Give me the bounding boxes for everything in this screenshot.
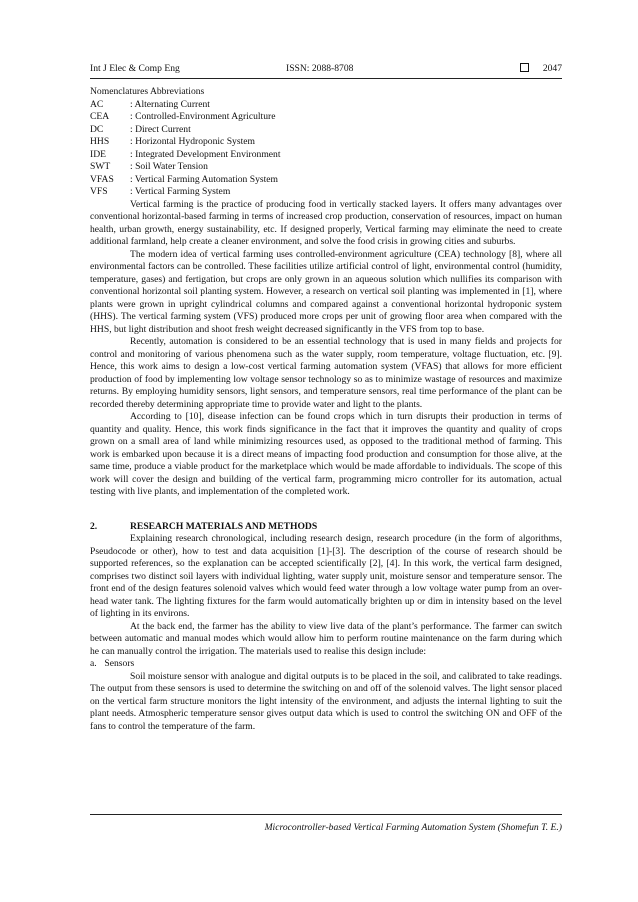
nomenclature-row [90,186,562,199]
running-footer: Microcontroller-based Vertical Farming Automation System (Shomefun T. E.) [264,822,562,833]
method-paragraph: At the back end, the farmer has the ability to view live data of the plant’s performance. The farmer can switch between automatic and manual modes which would allow him to perform routine maintenance on the farm during which he can manually control the irrigation. The materials used to realise this design include: [90,620,562,657]
nomenclature-row [90,161,562,174]
abbr: DC [90,123,104,135]
abbr: VFAS [90,173,114,185]
square-box-icon [520,63,529,72]
abbr-definition: : Vertical Farming Automation System [130,173,278,185]
abbr: SWT [90,161,111,172]
nomenclature-list [90,99,562,199]
nomenclature-row [90,174,562,187]
section-number: 2. [90,520,98,532]
nomenclature-row [90,124,562,137]
issn: ISSN: 2088-8708 [286,63,354,74]
page-number: 2047 [542,63,562,74]
nomenclature-row [90,99,562,112]
abbr-definition: : Controlled-Environment Agriculture [130,111,276,122]
intro-paragraph: Vertical farming is the practice of producing food in vertically stacked layers. It offers many advantages over conventional horizontal-based farming in terms of increased crop production, conservation of resources, impact on human health, urban growth, energy sustainability, etc. If designed properly, Vertical farming may eliminate the need to create additional farmland, help create a cleaner environment, and solve the food crisis in growing cities and suburbs. [90,198,562,247]
journal-name: Int J Elec & Comp Eng [90,63,180,74]
abbr: IDE [90,148,106,160]
section-heading [90,521,562,534]
nomenclature-row [90,136,562,149]
footer-rule [90,814,562,815]
abbr: AC [90,98,104,110]
abbr-definition: : Direct Current [130,123,191,135]
abbr: VFS [90,186,108,197]
intro-paragraph: Recently, automation is considered to be an essential technology that is used in many fields and projects for control and monitoring of various phenomena such as the water supply, room temperature, voltage fluctuation, etc. [9]. Hence, this work aims to design a low-cost vertical farming automation system (VFAS) that allows for more efficient production of food by implementing low voltage sensor technology so as to minimize wastage of resources and maximize returns. By employing humidity sensors, light sensors, and temperature sensors, real time performance of the plant can be recorded thereby determining appropriate time to provide water and light to the plants. [90,336,562,410]
intro-paragraph: The modern idea of vertical farming uses controlled-environment agriculture (CEA) technology [8], where all environmental factors can be controlled. These facilities utilize artificial control of light, environmental control (humidity, temperature, gases) and fertigation, but crops are only grown in an aqueous solution which nullifies its comparison with conventional horizontal soil planting system. However, a research on vertical soil planting was implemented in [1], where plants were grown in upright cylindrical columns and compared against a conventional horizontal hydroponic system (HHS). The vertical farming system (VFS) produced more crops per unit of growing floor area when compared with the HHS, but light distribution and shoot fresh weight decreased significantly in the VFS from top to base. [90,248,562,335]
abbr-definition: : Integrated Development Environment [130,148,281,160]
sensor-paragraph: Soil moisture sensor with analogue and digital outputs is to be placed in the soil, and calibrated to take readings. The output from these sensors is used to determine the switching on and off of the solenoid valves. The light sensor placed on the vertical farm structure monitors the light intensity of the environment, and adjusts the internal lighting to suit the plant needs. Atmospheric temperature sensor gives output data which is used to control the switching ON and OFF of the fans to control the temperature of the farm. [90,670,562,732]
running-header [90,62,562,76]
subsection-title: Sensors [104,658,135,669]
abbr-definition: : Horizontal Hydroponic System [130,136,255,147]
abbr-definition: : Alternating Current [130,98,210,110]
subsection-letter: a. [90,658,97,669]
body-text [90,86,562,733]
intro-paragraph: According to [10], disease infection can be found crops which in turn disrupts their production in terms of quantity and quality. Hence, this work finds significance in the fact that it improves the quantity and quality of crops grown on a small area of land while minimizing resources used, as opposed to the traditional method of farming. This work is embarked upon because it is a direct means of impacting food production and consumption for those alive, at the same time, produce a viable product for the marketplace which would be made affordable to individuals. The scope of this work will cover the design and building of the vertical farm, programming micro controller for its automation, actual testing with live plants, and implementation of the completed work. [90,411,562,497]
nomenclature-row [90,149,562,162]
page-number-group [520,62,562,76]
subsection-heading [90,658,562,671]
abbr-definition: : Soil Water Tension [130,161,208,172]
abbr: HHS [90,136,110,147]
abbr: CEA [90,111,110,122]
header-rule [90,78,562,79]
nomenclature-row [90,111,562,124]
section-title: RESEARCH MATERIALS AND METHODS [130,520,318,532]
method-paragraph: Explaining research chronological, including research design, research procedure (in the form of algorithms, Pseudocode or other), how to test and data acquisition [1]-[3]. The description of the course of research should be supported references, so the explanation can be accepted scientifically [2], [4]. In this work, the vertical farm designed, comprises two distinct soil layers with individual lighting, water supply unit, moisture sensor and temperature sensor. The front end of the design features solenoid valves which would feed water through a low voltage water pump from an over-head water tank. The lighting fixtures for the farm would automatically brighten up or dim in intensity based on the level of lighting in its environs. [90,533,562,619]
abbr-definition: : Vertical Farming System [130,186,231,197]
nomenclature-heading: Nomenclatures Abbreviations [90,86,205,97]
